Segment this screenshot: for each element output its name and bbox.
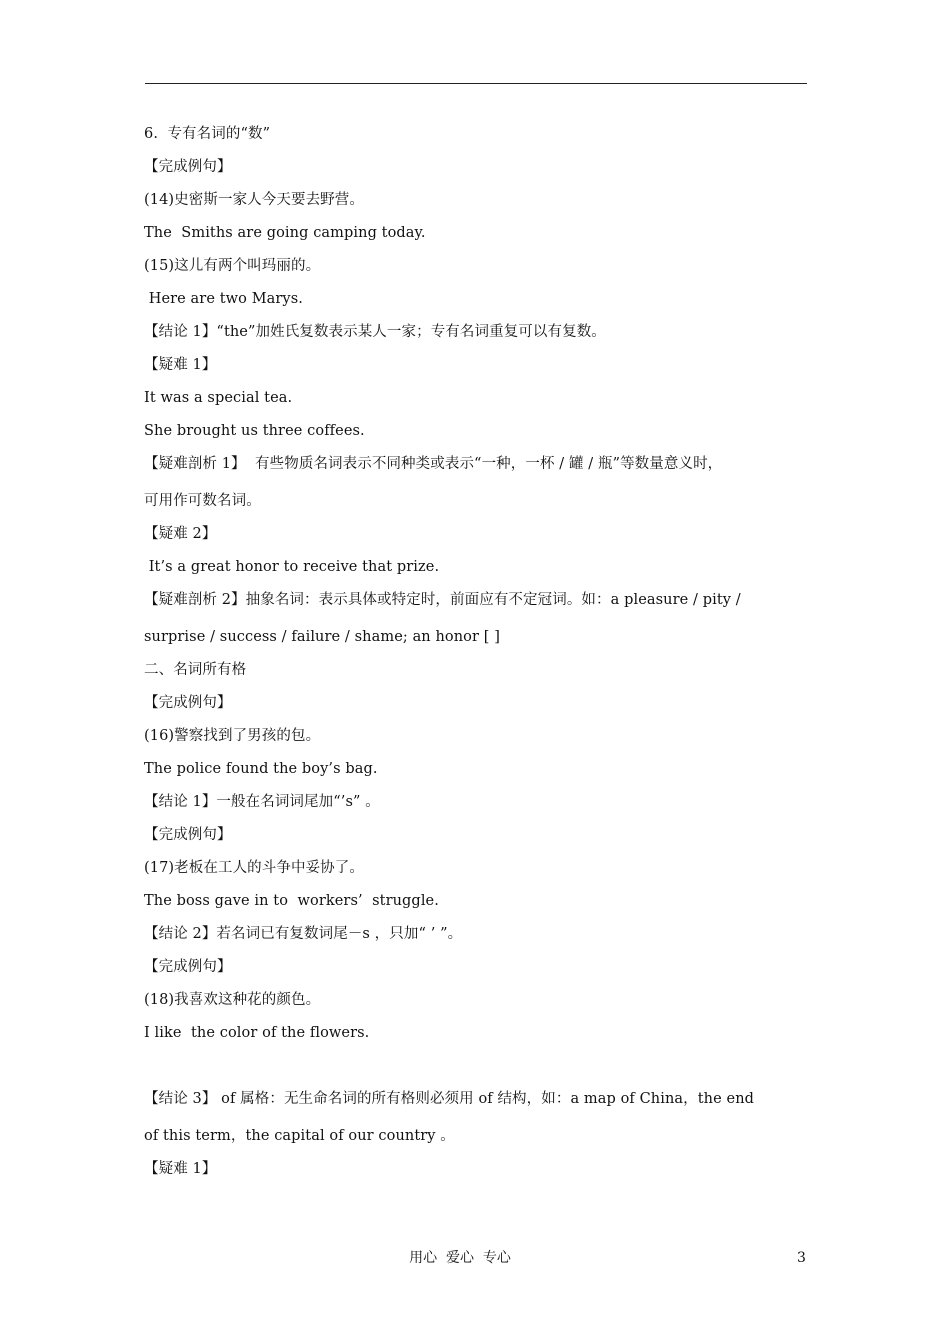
example-15-english: Here are two Marys. (144, 291, 303, 307)
section-heading-possessive: 二、名词所有格 (144, 662, 247, 678)
difficulty-1-sentence-b: She brought us three coffees. (144, 423, 365, 439)
difficulty-2-analysis: 【疑难剖析 2】抽象名词：表示具体或特定时，前面应有不定冠词。如：a pleasure / pity / (144, 592, 741, 608)
example-16-english: The police found the boy’s bag. (144, 761, 378, 777)
difficulty-2-analysis-cont: surprise / success / failure / shame; an honor [ ] (144, 629, 500, 645)
label-difficulty-2: 【疑难 2】 (144, 526, 217, 542)
conclusion-1-possessive: 【结论 1】一般在名词词尾加“’s” 。 (144, 794, 380, 810)
label-complete-example: 【完成例句】 (144, 827, 232, 843)
example-17-chinese: (17)老板在工人的斗争中妥协了。 (144, 860, 364, 876)
difficulty-1-analysis: 【疑难剖析 1】 有些物质名词表示不同种类或表示“一种，一杯 / 罐 / 瓶”等数量意义时， (144, 456, 723, 472)
header-rule (145, 83, 807, 84)
example-14-chinese: (14)史密斯一家人今天要去野营。 (144, 192, 364, 208)
footer-motto: 用心 爱心 专心 (409, 1250, 511, 1266)
label-difficulty-1: 【疑难 1】 (144, 357, 217, 373)
difficulty-2-sentence: It’s a great honor to receive that prize. (144, 559, 440, 575)
example-14-english: The Smiths are going camping today. (144, 225, 426, 241)
label-complete-example: 【完成例句】 (144, 159, 232, 175)
example-18-english: I like the color of the flowers. (144, 1025, 370, 1041)
conclusion-1: 【结论 1】“the”加姓氏复数表示某人一家；专有名词重复可以有复数。 (144, 324, 606, 340)
label-complete-example: 【完成例句】 (144, 959, 232, 975)
document-body (144, 124, 816, 1179)
label-complete-example: 【完成例句】 (144, 695, 232, 711)
conclusion-3-of-genitive: 【结论 3】 of 属格：无生命名词的所有格则必须用 of 结构，如：a map of China，the end (144, 1091, 755, 1107)
page-number: 3 (797, 1250, 806, 1266)
conclusion-2-possessive: 【结论 2】若名词已有复数词尾－s ，只加“ ’ ”。 (144, 926, 463, 942)
example-15-chinese: (15)这儿有两个叫玛丽的。 (144, 258, 321, 274)
example-16-chinese: (16)警察找到了男孩的包。 (144, 728, 321, 744)
difficulty-1-sentence-a: It was a special tea. (144, 390, 293, 406)
conclusion-3-cont: of this term，the capital of our country 。 (144, 1128, 455, 1144)
example-18-chinese: (18)我喜欢这种花的颜色。 (144, 992, 321, 1008)
label-difficulty-1-possessive: 【疑难 1】 (144, 1161, 217, 1177)
example-17-english: The boss gave in to workers’ struggle. (144, 893, 439, 909)
section-heading-proper-noun-number: 6. 专有名词的“数” (144, 126, 271, 142)
difficulty-1-analysis-cont: 可用作可数名词。 (144, 493, 261, 509)
